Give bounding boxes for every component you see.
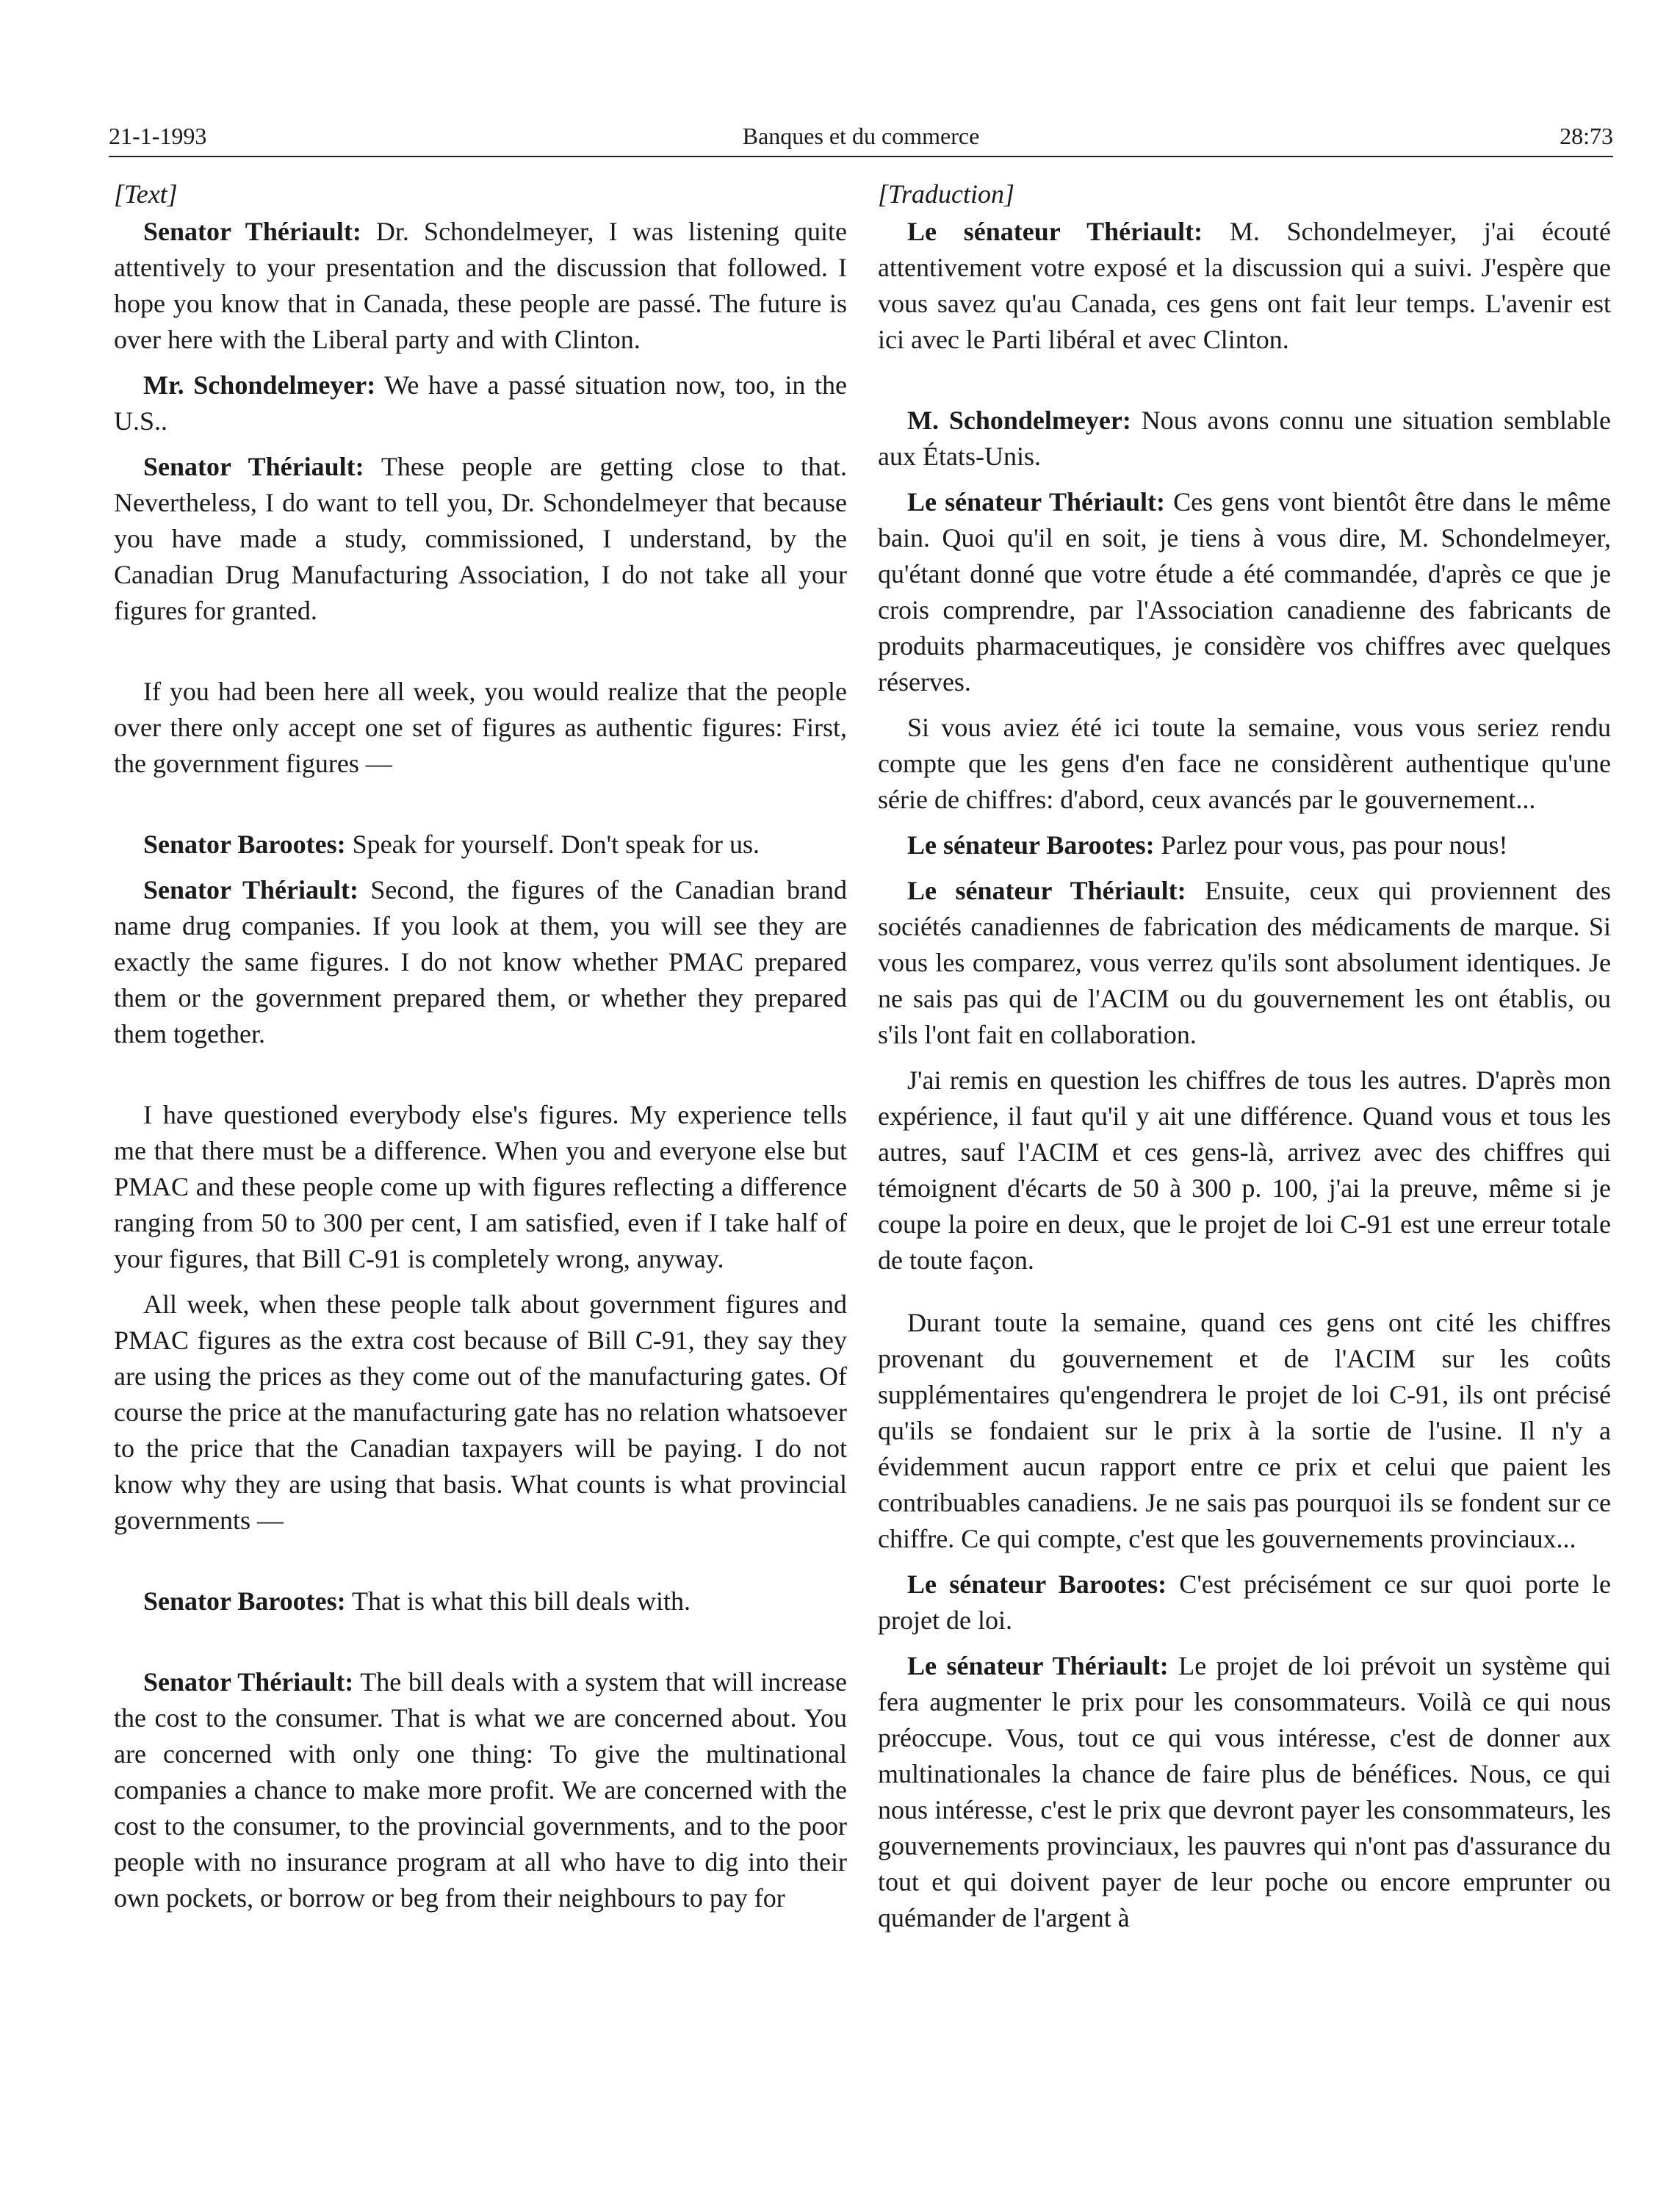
- speaker-name: Senator Thériault:: [143, 875, 358, 905]
- french-paragraph: [878, 214, 1611, 358]
- french-paragraph: [878, 403, 1611, 475]
- french-paragraph: [878, 1062, 1611, 1279]
- speaker-name: Le sénateur Thériault:: [907, 1651, 1169, 1680]
- english-column: [114, 176, 847, 1916]
- french-column: [878, 176, 1611, 1936]
- speaker-name: M. Schondelmeyer:: [907, 406, 1131, 435]
- english-tag: [Text]: [114, 179, 178, 209]
- french-tag: [Traduction]: [878, 179, 1015, 209]
- french-paragraph: [878, 827, 1611, 863]
- paragraph-text: If you had been here all week, you would realize that the people over there only accept one set of figures as authentic figures: First, the government figures —: [114, 677, 847, 778]
- paragraph-text: Durant toute la semaine, quand ces gens ont cité les chiffres provenant du gouvernement et de l'ACIM sur les coûts supplémentaires qu'engendrera le projet de loi C-91, ils ont précisé qu'ils se fondaient sur le prix à la sortie de l'usine. Il n'y a évidemment aucun rapport entre ce prix et celui que paient les contribuables canadiens. Je ne sais pas pourquoi ils se fondent sur ce chiffre. Ce qui compte, c'est que les gouvernements provinciaux...: [878, 1308, 1611, 1553]
- speaker-name: Senator Thériault:: [143, 1667, 354, 1697]
- french-paragraph: [878, 1648, 1611, 1936]
- english-paragraph: [114, 1287, 847, 1539]
- speaker-name: Senator Barootes:: [143, 830, 346, 859]
- paragraph-text: Speak for yourself. Don't speak for us.: [345, 830, 760, 859]
- french-paragraph: [878, 1305, 1611, 1557]
- french-paragraph: [878, 484, 1611, 700]
- paragraph-text: Second, the figures of the Canadian brand name drug companies. If you look at them, you will see they are exactly the same figures. I do not know whether PMAC prepared them or the government prepared them, or whether they prepared them together.: [114, 875, 847, 1049]
- speaker-name: Mr. Schondelmeyer:: [143, 370, 376, 400]
- paragraph-text: C'est précisément ce sur quoi porte le projet de loi.: [878, 1569, 1612, 1635]
- speaker-name: Le sénateur Barootes:: [907, 830, 1155, 860]
- english-paragraph: [114, 449, 847, 629]
- paragraph-text: Dr. Schondelmeyer, I was listening quite attentively to your presentation and the discussion that followed. I hope you know that in Canada, these people are passé. The future is over here with the Liberal party and with Clinton.: [114, 217, 847, 354]
- speaker-name: Le sénateur Barootes:: [907, 1569, 1167, 1599]
- paragraph-text: I have questioned everybody else's figures. My experience tells me that there must be a difference. When you and everyone else but PMAC and these people come up with figures reflecting a difference ranging from 50 to 300 per cent, I am satisfied, even if I take half of your figures, that Bill C-91 is completely wrong, anyway.: [114, 1100, 847, 1273]
- english-paragraph: [114, 214, 847, 358]
- header-date: 21-1-1993: [109, 123, 207, 149]
- speaker-name: Senator Barootes:: [143, 1586, 346, 1616]
- speaker-name: Senator Thériault:: [143, 452, 364, 481]
- page-header: [109, 116, 1613, 157]
- english-paragraph: [114, 1583, 847, 1619]
- paragraph-text: These people are getting close to that. Nevertheless, I do want to tell you, Dr. Schondelmeyer that because you have made a study, commissioned, I understand, by the Canadian Drug Manufacturing Association, I do not take all your figures for granted.: [114, 452, 847, 625]
- paragraph-text: The bill deals with a system that will increase the cost to the consumer. That is what we are concerned about. You are concerned with only one thing: To give the multinational companies a chance to make more profit. We are concerned with the cost to the consumer, to the provincial governments, and to the poor people with no insurance program at all who have to dig into their own pockets, or borrow or beg from their neighbours to pay for: [114, 1667, 847, 1913]
- english-paragraph: [114, 827, 847, 863]
- french-paragraph: [878, 873, 1611, 1053]
- paragraph-text: Ces gens vont bientôt être dans le même bain. Quoi qu'il en soit, je tiens à vous dire, M. Schondelmeyer, qu'étant donné que votre étude a été commandée, d'après ce que je crois comprendre, par l'Association canadienne des fabricants de produits pharmaceutiques, je considère vos chiffres avec quelques réserves.: [878, 487, 1611, 697]
- speaker-name: Le sénateur Thériault:: [907, 217, 1203, 246]
- english-paragraph: [114, 674, 847, 782]
- speaker-name: Le sénateur Thériault:: [907, 876, 1186, 905]
- french-paragraph: [878, 1567, 1611, 1639]
- paragraph-text: Si vous aviez été ici toute la semaine, vous vous seriez rendu compte que les gens d'en face ne considèrent authentique qu'une série de chiffres: d'abord, ceux avancés par le gouvernement...: [878, 713, 1611, 814]
- speaker-name: Le sénateur Thériault:: [907, 487, 1165, 517]
- header-title: Banques et du commerce: [742, 123, 980, 149]
- paragraph-text: We have a passé situation now, too, in the U.S..: [114, 370, 847, 436]
- paragraph-text: Parlez pour vous, pas pour nous!: [1154, 830, 1508, 860]
- english-paragraph: [114, 1664, 847, 1916]
- english-paragraph: [114, 1097, 847, 1277]
- french-paragraph: [878, 710, 1611, 818]
- english-paragraph: [114, 872, 847, 1052]
- speaker-name: Senator Thériault:: [143, 217, 361, 246]
- english-paragraph: [114, 367, 847, 439]
- paragraph-text: Ensuite, ceux qui proviennent des sociétés canadiennes de fabrication des médicaments de marque. Si vous les comparez, vous verrez qu'ils sont absolument identiques. Je ne sais pas qui de l'ACIM ou du gouvernement les ont établis, ou s'ils l'ont fait en collaboration.: [878, 876, 1611, 1049]
- paragraph-text: Le projet de loi prévoit un système qui fera augmenter le prix pour les consommateurs. Voilà ce qui nous préoccupe. Vous, tout ce qui vous intéresse, c'est de donner aux multinationales la chance de faire plus de bénéfices. Nous, ce qui nous intéresse, c'est le prix que devront payer les consommateurs, les gouvernements provinciaux, les pauvres qui n'ont pas d'assurance du tout et qui doivent payer de leur poche ou encore emprunter ou quémander de l'argent à: [878, 1651, 1611, 1932]
- paragraph-text: That is what this bill deals with.: [345, 1586, 691, 1616]
- paragraph-text: All week, when these people talk about government figures and PMAC figures as the extra cost because of Bill C-91, they say they are using the prices as they come out of the manufacturing gates. Of course the price at the manufacturing gate has no relation whatsoever to the price that the Canadian taxpayers will be paying. I do not know why they are using that basis. What counts is what provincial governments —: [114, 1290, 847, 1535]
- header-page-number: 28:73: [1560, 123, 1613, 149]
- paragraph-text: M. Schondelmeyer, j'ai écouté attentivement votre exposé et la discussion qui a suivi. J'espère que vous savez qu'au Canada, ces gens ont fait leur temps. L'avenir est ici avec le Parti libéral et avec Clinton.: [878, 217, 1611, 354]
- paragraph-text: Nous avons connu une situation semblable aux États-Unis.: [878, 406, 1612, 471]
- paragraph-text: J'ai remis en question les chiffres de tous les autres. D'après mon expérience, il faut qu'il y ait une différence. Quand vous et tous les autres, sauf l'ACIM et ces gens-là, arrivez avec des chiffres qui témoignent d'écarts de 50 à 300 p. 100, j'ai la preuve, même si je coupe la poire en deux, que le projet de loi C-91 est une erreur totale de toute façon.: [878, 1065, 1611, 1275]
